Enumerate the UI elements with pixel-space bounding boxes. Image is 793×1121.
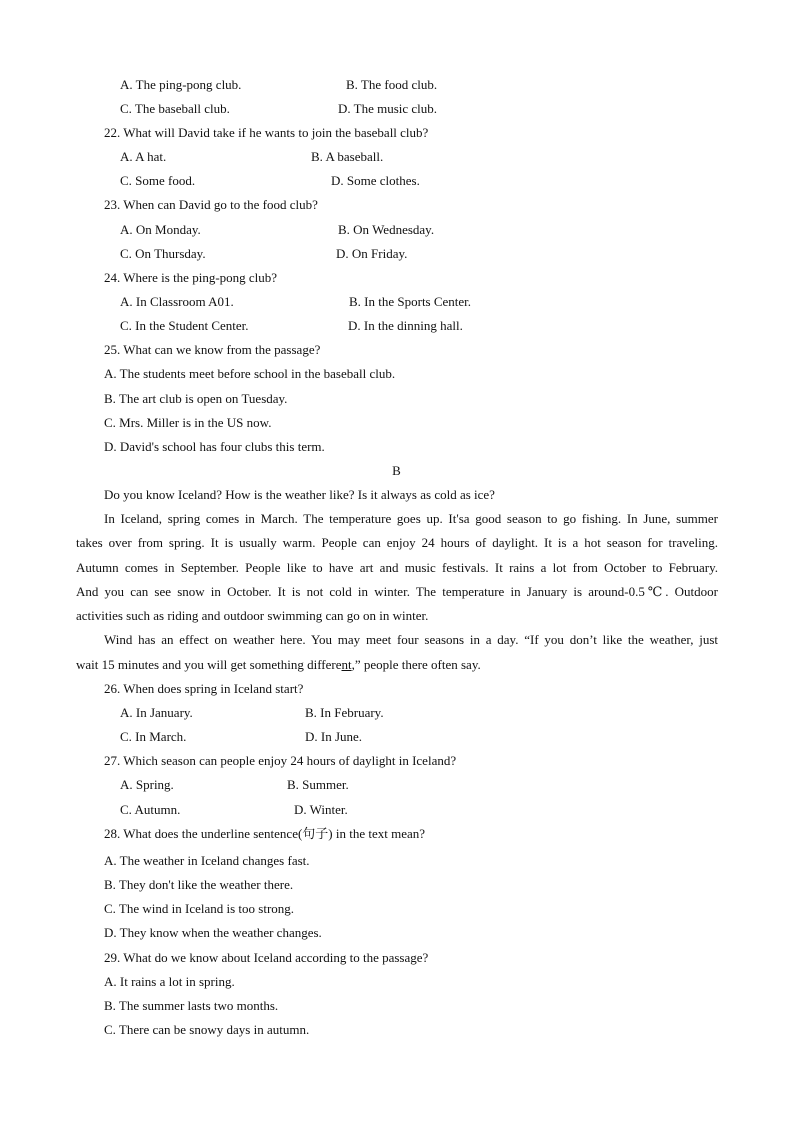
q26-option-c: C. In March. <box>120 729 187 744</box>
q24-option-d: D. In the dinning hall. <box>348 318 463 333</box>
passage-intro: Do you know Iceland? How is the weather like? Is it always as cold as ice? <box>104 487 495 502</box>
q26-option-b: B. In February. <box>305 705 384 720</box>
q27-option-c: C. Autumn. <box>120 802 181 817</box>
q21-option-b: B. The food club. <box>346 77 438 92</box>
q28-option-d: D. They know when the weather changes. <box>104 925 322 940</box>
q27-option-a: A. Spring. <box>120 777 174 792</box>
passage-p1-line2: takes over from spring. It is usually warm. People can enjoy 24 hours of daylight. It is a hot season for traveling. <box>76 535 718 550</box>
passage-p1-line5: activities such as riding and outdoor swimming can go on in winter. <box>76 608 429 623</box>
q25-option-a: A. The students meet before school in the baseball club. <box>104 366 396 381</box>
q23-stem: 23. When can David go to the food club? <box>104 197 318 212</box>
q26-option-a: A. In January. <box>120 705 193 720</box>
q24-option-c: C. In the Student Center. <box>120 318 249 333</box>
q28-option-a: A. The weather in Iceland changes fast. <box>104 853 310 868</box>
q22-option-d: D. Some clothes. <box>331 173 420 188</box>
q29-stem: 29. What do we know about Iceland according to the passage? <box>104 950 429 965</box>
passage-p1-line3: Autumn comes in September. People like to have art and music festivals. It rains a lot from October to February. <box>76 560 718 575</box>
q23-option-a: A. On Monday. <box>120 222 201 237</box>
q22-option-a: A. A hat. <box>120 149 167 164</box>
q24-stem: 24. Where is the ping-pong club? <box>104 270 278 285</box>
q23-option-d: D. On Friday. <box>336 246 408 261</box>
q22-stem: 22. What will David take if he wants to join the baseball club? <box>104 125 429 140</box>
q27-stem: 27. Which season can people enjoy 24 hours of daylight in Iceland? <box>104 753 457 768</box>
q26-option-d: D. In June. <box>305 729 363 744</box>
q21-option-d: D. The music club. <box>338 101 438 116</box>
q24-option-a: A. In Classroom A01. <box>120 294 234 309</box>
passage-p2-line2: wait 15 minutes and you will get something different,” people there often say. <box>76 657 481 672</box>
q23-option-c: C. On Thursday. <box>120 246 206 261</box>
q24-option-b: B. In the Sports Center. <box>349 294 472 309</box>
q29-option-c: C. There can be snowy days in autumn. <box>104 1022 310 1037</box>
passage-p2-line1: Wind has an effect on weather here. You may meet four seasons in a day. “If you don’t like the weather, just <box>104 632 718 647</box>
q25-option-b: B. The art club is open on Tuesday. <box>104 391 288 406</box>
q23-option-b: B. On Wednesday. <box>338 222 435 237</box>
q27-option-b: B. Summer. <box>287 777 349 792</box>
q26-stem: 26. When does spring in Iceland start? <box>104 681 304 696</box>
section-heading: B <box>392 463 401 478</box>
q28-option-c: C. The wind in Iceland is too strong. <box>104 901 295 916</box>
q27-option-d: D. Winter. <box>294 802 348 817</box>
q25-option-c: C. Mrs. Miller is in the US now. <box>104 415 272 430</box>
passage-p1-line4: And you can see snow in October. It is not cold in winter. The temperature in January is around-0.5℃. Outdoor <box>76 584 718 599</box>
q25-option-d: D. David's school has four clubs this term. <box>104 439 325 454</box>
q29-option-a: A. It rains a lot in spring. <box>104 974 235 989</box>
q22-option-c: C. Some food. <box>120 173 196 188</box>
q25-stem: 25. What can we know from the passage? <box>104 342 321 357</box>
q28-stem: 28. What does the underline sentence(句子) in the text mean? <box>104 826 426 841</box>
q29-option-b: B. The summer lasts two months. <box>104 998 279 1013</box>
q22-option-b: B. A baseball. <box>311 149 384 164</box>
q21-option-c: C. The baseball club. <box>120 101 230 116</box>
q28-option-b: B. They don't like the weather there. <box>104 877 294 892</box>
q21-option-a: A. The ping-pong club. <box>120 77 242 92</box>
passage-p1-line1: In Iceland, spring comes in March. The temperature goes up. It'sa good season to go fishing. In June, summer <box>104 511 718 526</box>
